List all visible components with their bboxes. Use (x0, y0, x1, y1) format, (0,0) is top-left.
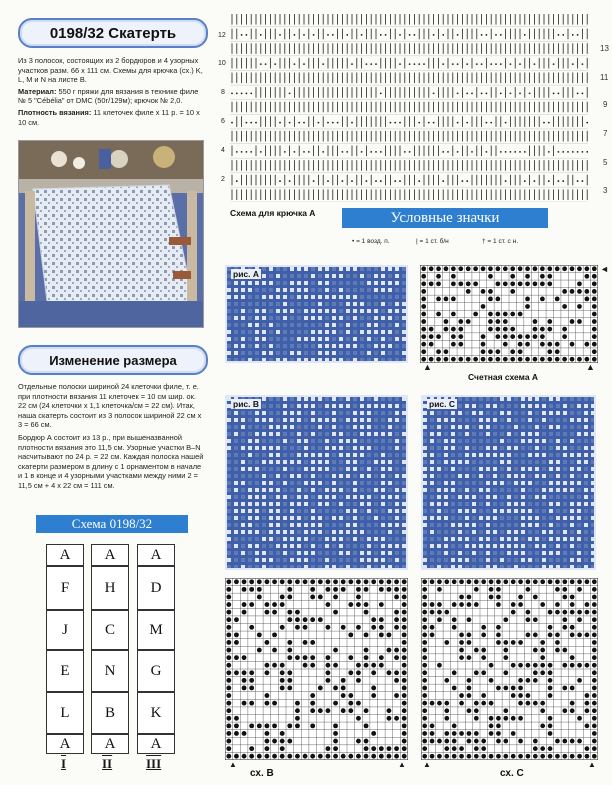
arrow-up-icon: ▲ (423, 760, 431, 769)
grid-cell: C (91, 610, 129, 650)
grid-cell: N (91, 650, 129, 692)
tablecloth-photo (18, 140, 204, 328)
photo-ris-a (225, 265, 408, 363)
size-change-text (18, 382, 206, 491)
grid-cell: A (46, 734, 84, 754)
row-number: 12 (218, 32, 226, 39)
legend-item: • = 1 возд. п. (352, 238, 390, 245)
page-title (18, 18, 208, 48)
chart-b-caption: сх. В (250, 768, 274, 779)
schema-bar-label: Схема 0198/32 (71, 516, 153, 531)
page-title-text: 0198/32 Скатерть (49, 24, 177, 42)
side-number: 5 (603, 158, 608, 167)
row-number: 4 (221, 147, 225, 154)
photo-ris-b (225, 395, 408, 570)
legend-item: | = 1 ст. б/н (416, 238, 449, 245)
legend-bar (342, 208, 548, 228)
ris-c-label: рис. С (429, 399, 456, 409)
intro-text (18, 56, 206, 127)
column-numeral-2: II (102, 756, 113, 771)
crochet-chart-a (230, 12, 588, 202)
grid-cell: A (137, 734, 175, 754)
arrow-up-icon: ▲ (229, 760, 237, 769)
grid-cell: G (137, 650, 175, 692)
grid-cell: J (46, 610, 84, 650)
arrow-up-icon: ▲ (588, 760, 596, 769)
column-numeral-3: III (146, 756, 162, 771)
side-number: 7 (603, 129, 608, 138)
grid-cell: A (91, 734, 129, 754)
density-line (18, 108, 206, 127)
arrow-left-icon: ◄ (600, 264, 609, 274)
grid-cell: H (91, 566, 129, 610)
grid-cell: D (137, 566, 175, 610)
row-number: 10 (218, 60, 226, 67)
material-label: Материал: (18, 86, 57, 96)
grid-cell: F (46, 566, 84, 610)
size-change-p2: Бордюр А состоит из 13 р., при вышеназванной плотности вязания это 11,5 см. Узорные участки B–N насчитывают по 24 р. = 22 см. Каждая полоска нашей скатерти размером в длину с 1 орнаментом в начале и 1 в конце и 4 узорными участками между ними 2 = 11,5 см + 4 х 22 см = 111 см. (18, 432, 204, 490)
crochet-chart-b (225, 578, 408, 760)
column-numeral-1: I (61, 756, 67, 771)
chart-a-caption: Схема для крючка А (230, 208, 316, 218)
grid-cell: A (137, 544, 175, 566)
side-number: 3 (603, 186, 608, 195)
schema-bar (36, 515, 188, 533)
material-text: 550 г пряжи для вязания в технике филе № 5 "Cébélia" от DMC (50г/129м); крючок № 2,0. (18, 86, 199, 106)
row-number: 8 (221, 89, 225, 96)
arrow-up-icon: ▲ (586, 362, 595, 372)
size-change-p1: Отдельные полоски шириной 24 клеточки филе, т. е. при плотности вязания 11 клеточек = 10 см шир. ок. 22 см (24 клеточки х 1,1 клеточка/см = 22 см). Итак, наша скатерть состоит из 3 полосок шириной 22 см х 3 = 66 см. (18, 382, 202, 430)
density-text: 11 клеточек филе х 11 р. = 10 х 10 см. (18, 107, 200, 127)
legend-title: Условные значки (390, 209, 500, 226)
size-change-title: Изменение размера (49, 352, 177, 368)
grid-cell: A (91, 544, 129, 566)
arrow-up-icon: ▲ (398, 760, 406, 769)
grid-cell: B (91, 692, 129, 734)
chart-c-caption: сх. С (500, 768, 524, 779)
count-chart-a-caption: Счетная схема А (468, 372, 539, 382)
ris-a-label: рис. А (233, 269, 260, 279)
row-number: 6 (221, 118, 225, 125)
density-label: Плотность вязания: (18, 107, 92, 117)
grid-cell: K (137, 692, 175, 734)
section-title-size-change (18, 345, 208, 375)
legend-item: † = 1 ст. с н. (482, 238, 519, 245)
count-chart-a (420, 265, 598, 363)
crochet-chart-c (421, 578, 598, 760)
intro-description: Из 3 полосок, состоящих из 2 бордюров и 4 узорных участков разм. 66 х 111 см. Схемы для крючка (сх.) K, L, M и N на листе B. (18, 56, 203, 85)
photo-ris-c (421, 395, 596, 570)
side-number: 9 (603, 100, 608, 109)
material-line (18, 87, 206, 106)
arrow-up-icon: ▲ (423, 362, 432, 372)
grid-cell: M (137, 610, 175, 650)
ris-b-label: рис. В (233, 399, 260, 409)
grid-cell: A (46, 544, 84, 566)
side-number: 11 (600, 73, 609, 82)
row-number: 2 (221, 176, 225, 183)
side-number: 13 (600, 44, 609, 53)
grid-cell: L (46, 692, 84, 734)
grid-cell: E (46, 650, 84, 692)
